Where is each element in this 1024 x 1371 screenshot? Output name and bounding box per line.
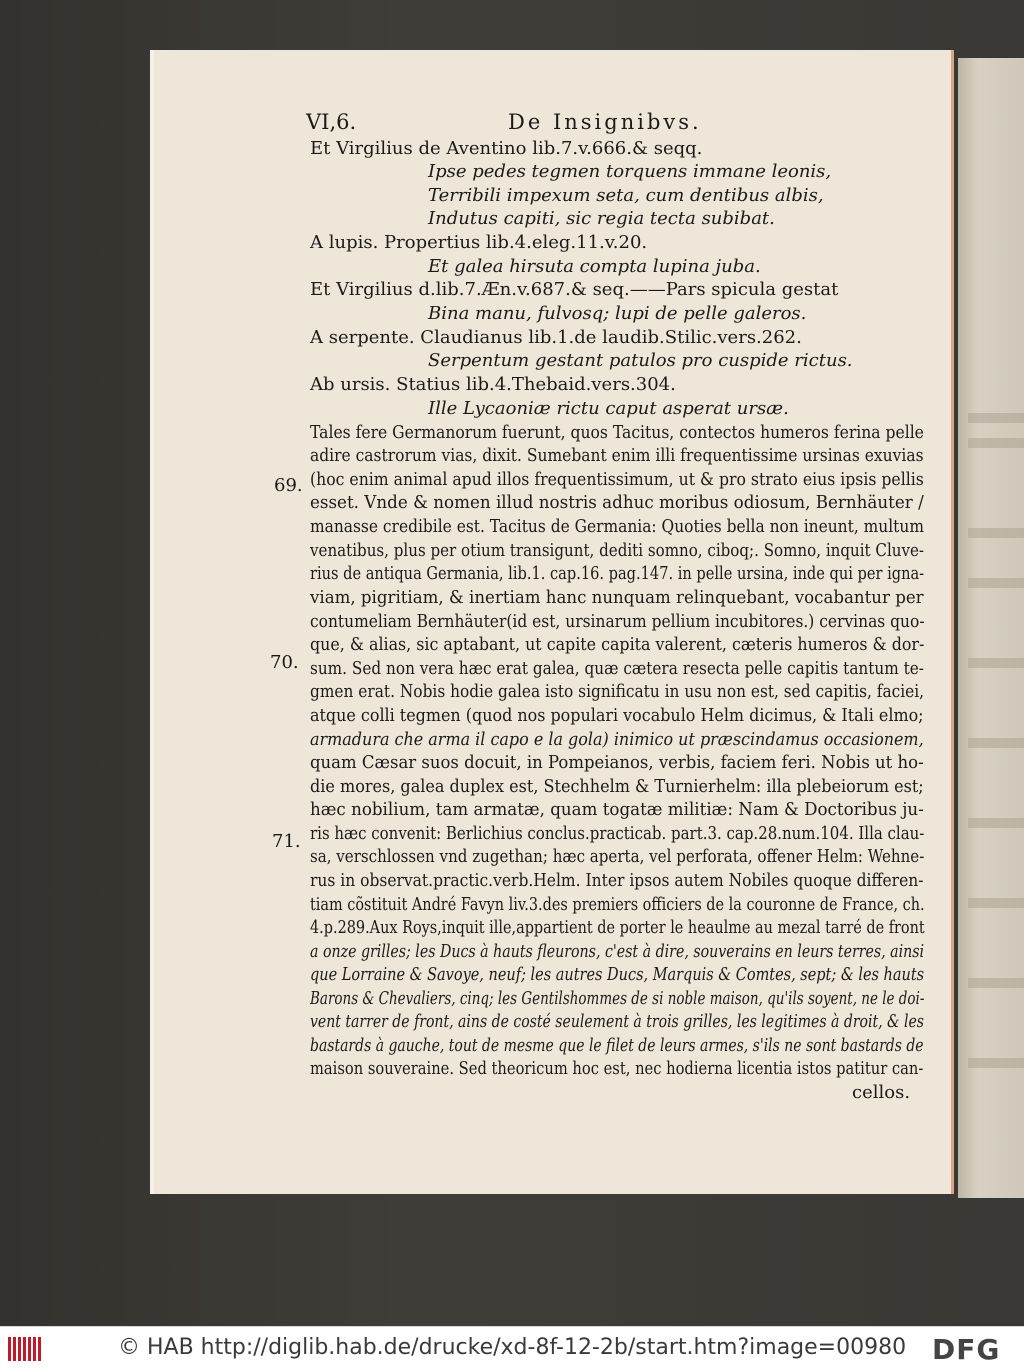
margin-number: 71. (272, 831, 301, 852)
text-line: Indutus capiti, sic regia tecta subibat. (428, 208, 775, 229)
text-line: contumeliam Bernhäuter(id est, ursinarum pellium incubitores.) cervinas quo- (310, 611, 925, 632)
text-line: venatibus, plus per otium transigunt, dediti somno, ciboq;. Somno, inquit Cluve- (310, 540, 925, 561)
text-line: vent tarrer de front, ains de costé seulement à trois grilles, les legitimes à droit, & les (310, 1011, 925, 1032)
text-line: viam, pigritiam, & inertiam hanc nunquam relinquebant, vocabantur per (310, 587, 924, 608)
text-line: que Lorraine & Savoye, neuf; les autres Ducs, Marquis & Comtes, sept; & les hauts (310, 964, 925, 985)
running-title: De Insignibvs. (508, 110, 702, 134)
text-line: ris hæc convenit: Berlichius conclus.practicab. part.3. cap.28.num.104. Illa clau- (310, 823, 925, 844)
text-line: manasse credibile est. Tacitus de Germania: Quoties bella non ineunt, multum (310, 516, 924, 537)
margin-number: 69. (274, 475, 303, 496)
text-line: rius de antiqua Germania, lib.1. cap.16. pag.147. in pelle ursina, inde qui per igna- (310, 563, 925, 584)
text-line: tiam cõstituit André Favyn liv.3.des premiers officiers de la couronne de France, ch. (310, 894, 925, 915)
text-line: Et galea hirsuta compta lupina juba. (428, 256, 761, 277)
text-line: Bina manu, fulvosq; lupi de pelle galeros. (428, 303, 807, 324)
text-line: sa, verschlossen vnd zugethan; hæc aperta, vel perforata, offener Helm: Wehne- (310, 846, 925, 867)
text-line: Et Virgilius de Aventino lib.7.v.666.& seqq. (310, 138, 703, 159)
text-line: armadura che arma il capo e la gola) inimico ut præscindamus occasionem, (310, 729, 924, 750)
text-line: sum. Sed non vera hæc erat galea, quæ cætera resecta pelle capitis tantum te- (310, 658, 924, 679)
text-line: A lupis. Propertius lib.4.eleg.11.v.20. (310, 232, 648, 253)
page-number: VI,6. (306, 110, 357, 134)
text-line: maison souveraine. Sed theoricum hoc est, nec hodierna licentia istos patitur can- (310, 1058, 924, 1079)
text-line: die mores, galea duplex est, Stechhelm & Turnierhelm: illa plebeiorum est; (310, 776, 924, 797)
text-line: hæc nobilium, tam armatæ, quam togatæ militiæ: Nam & Doctoribus ju- (310, 799, 924, 820)
text-line: gmen erat. Nobis hodie galea isto significatu in usu non est, sed capitis, faciei, (310, 681, 925, 702)
margin-number: 70. (270, 652, 299, 673)
page-edge (150, 50, 154, 1194)
text-line: esset. Vnde & nomen illud nostris adhuc moribus odiosum, Bernhäuter / (310, 492, 924, 513)
text-line: adire castrorum vias, dixit. Sumebant enim illi frequentissime ursinas exuvias (310, 445, 924, 466)
text-line: que, & alias, sic aptabant, ut capite capita valerent, cæteris humeros & dor- (310, 634, 925, 655)
text-line: 4.p.289.Aux Roys,inquit ille,appartient de porter le heaulme au mezal tarré de front (310, 917, 925, 938)
text-line: quam Cæsar suos docuit, in Pompeianos, verbis, faciem feri. Nobis ut ho- (310, 752, 924, 773)
text-line: cellos. (852, 1082, 911, 1103)
adjacent-page-edge (958, 58, 1024, 1198)
text-line: (hoc enim animal apud illos frequentissimum, ut & pro strato eius ipsis pellis (310, 469, 924, 490)
text-line: Ab ursis. Statius lib.4.Thebaid.vers.304. (310, 374, 676, 395)
text-line: A serpente. Claudianus lib.1.de laudib.Stilic.vers.262. (310, 327, 802, 348)
text-line: Barons & Chevaliers, cinq; les Gentilshommes de si noble maison, qu'ils soyent, ne le doi- (310, 988, 925, 1009)
text-line: Et Virgilius d.lib.7.Æn.v.687.& seq.——Pars spicula gestat (310, 279, 839, 300)
text-line: a onze grilles; les Ducs à hauts fleurons, c'est à dire, souverains en leurs terres, ainsi (310, 941, 925, 962)
copyright-link[interactable]: © HAB http://diglib.hab.de/drucke/xd-8f-12-2b/start.htm?image=00980 (118, 1335, 907, 1360)
hab-logo-icon[interactable] (8, 1337, 42, 1361)
text-line: Ipse pedes tegmen torquens immane leonis, (428, 161, 832, 182)
dfg-logo: DFG (932, 1333, 1001, 1366)
text-line: bastards à gauche, tout de mesme que le filet de leurs armes, s'ils ne sont bastards de (310, 1035, 924, 1056)
text-line: atque colli tegmen (quod nos populari vocabulo Helm dicimus, & Itali elmo; (310, 705, 924, 726)
text-line: Tales fere Germanorum fuerunt, quos Tacitus, contectos humeros ferina pelle (310, 422, 924, 443)
text-line: rus in observat.practic.verb.Helm. Inter ipsos autem Nobiles quoque differen- (310, 870, 924, 891)
text-line: Ille Lycaoniæ rictu caput asperat ursæ. (428, 398, 789, 419)
viewer-footer (0, 1326, 1024, 1371)
text-line: Terribili impexum seta, cum dentibus albis, (428, 185, 824, 206)
text-line: Serpentum gestant patulos pro cuspide rictus. (428, 350, 853, 371)
